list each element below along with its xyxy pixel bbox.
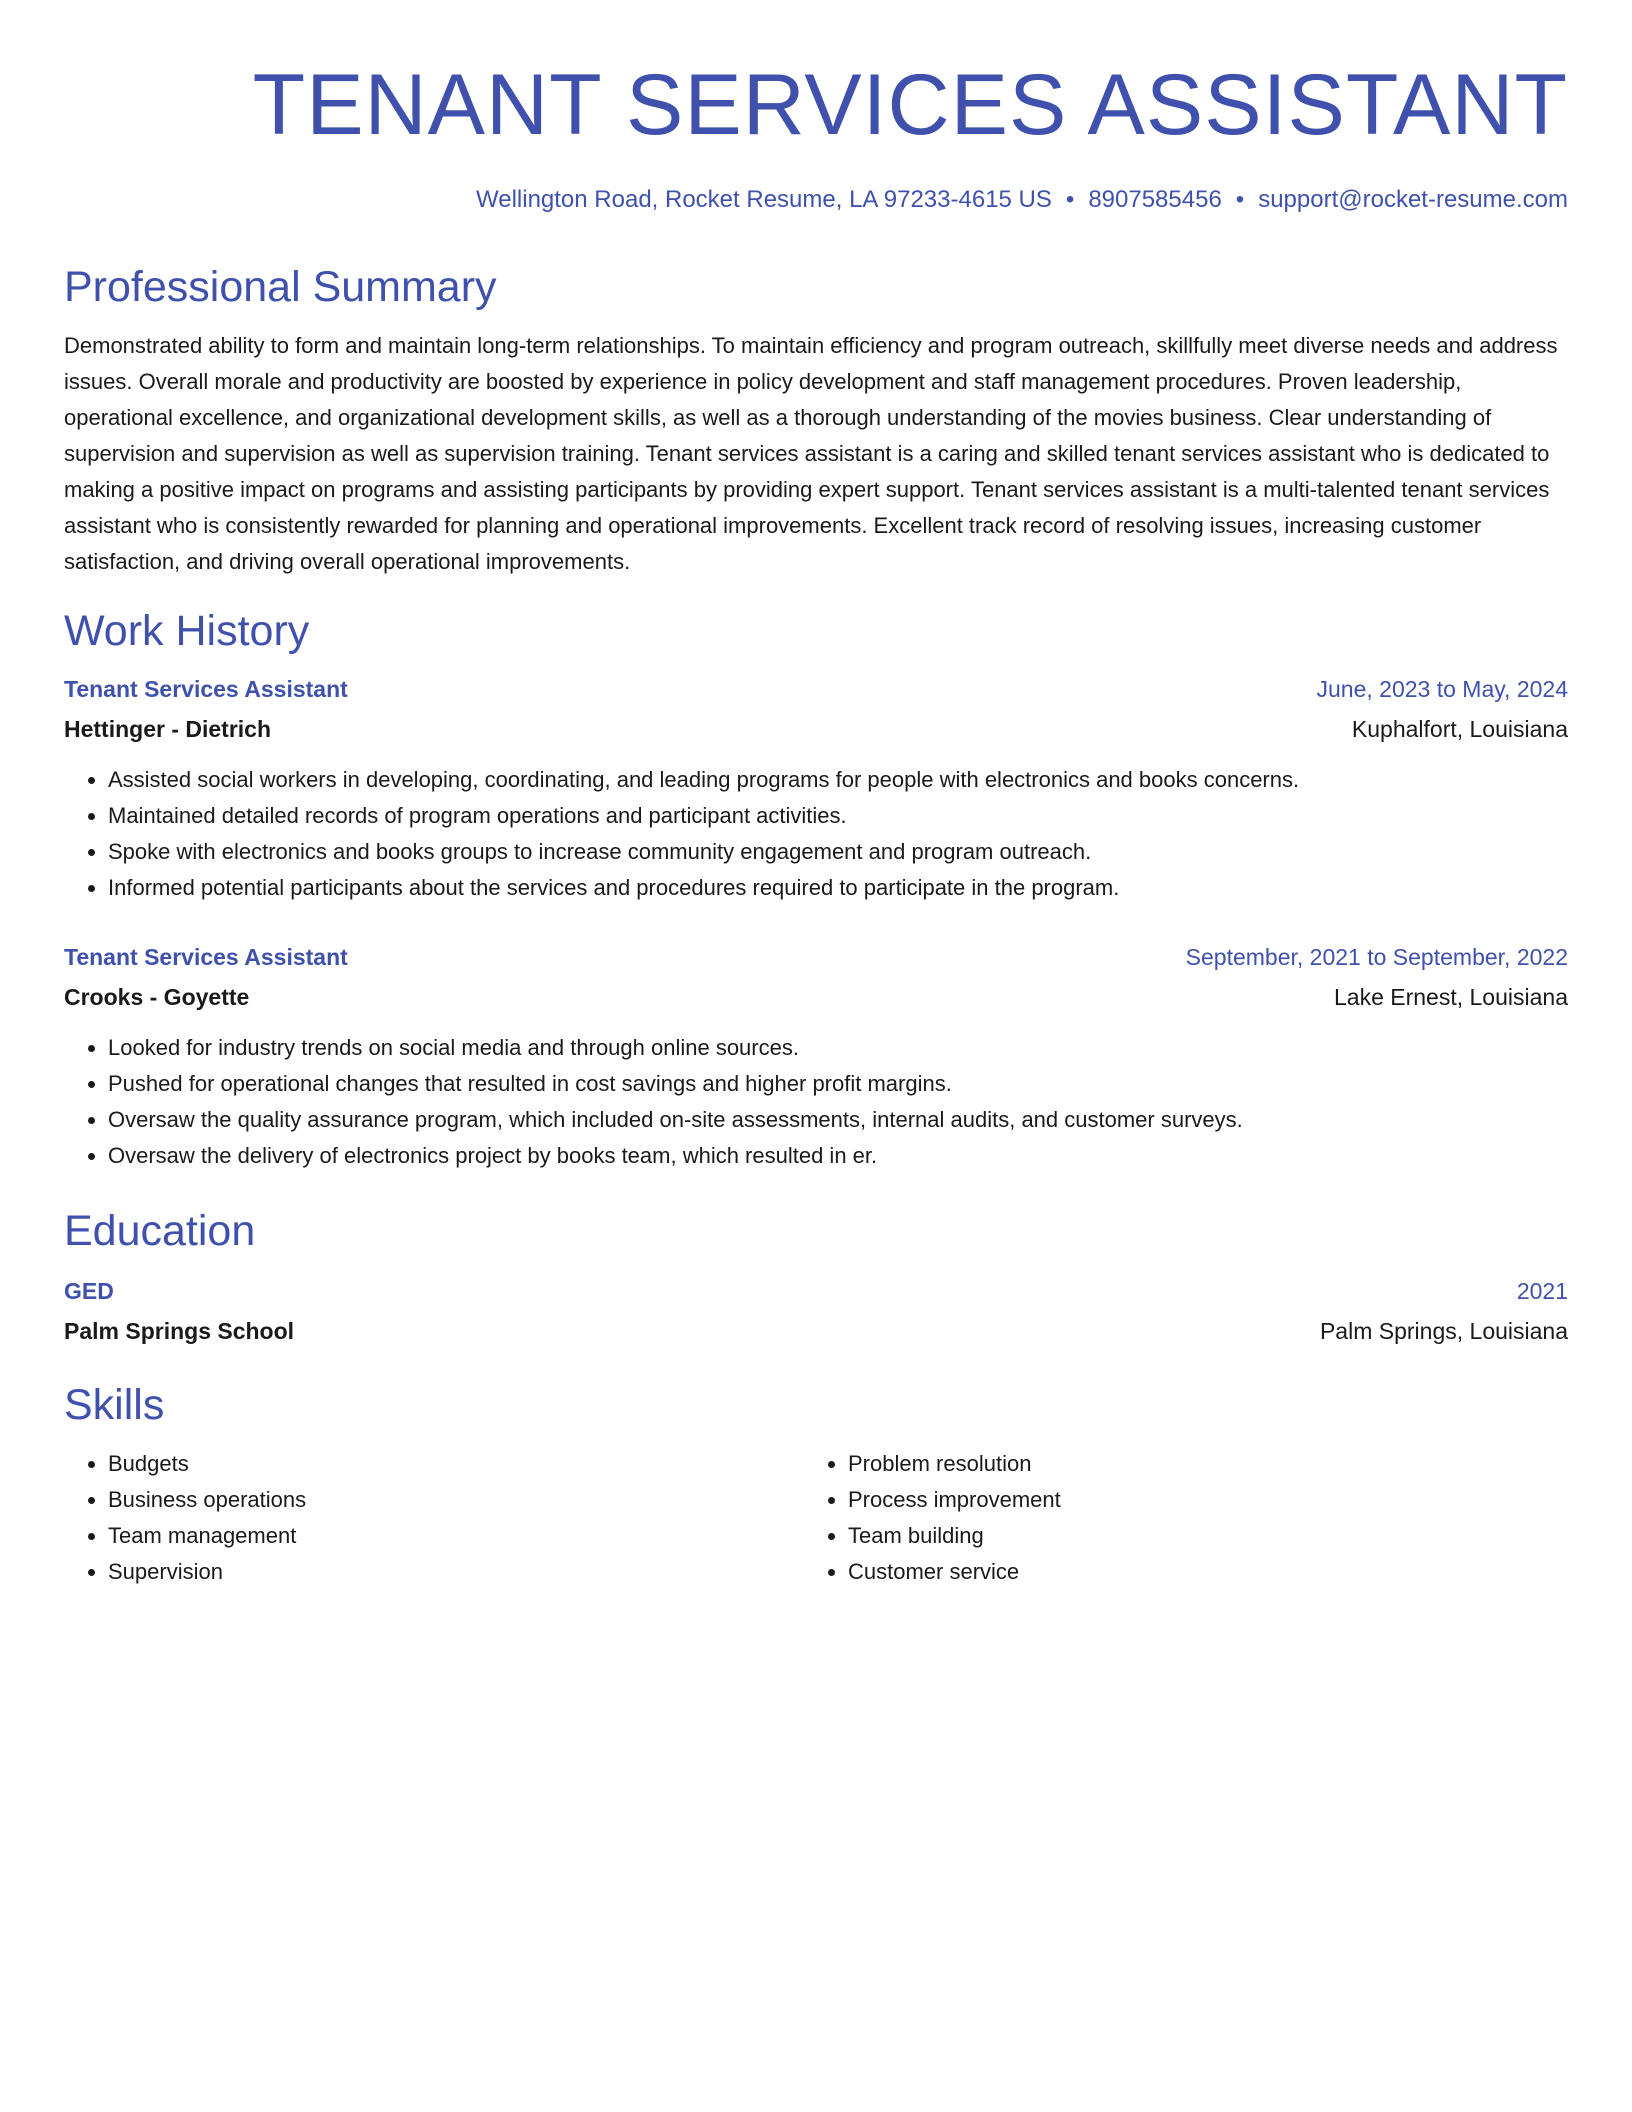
contact-separator: • [1065, 186, 1075, 213]
job-bullet: • Assisted social workers in developing, coordinating, and leading programs for people with electronics and books concerns. [108, 762, 1568, 798]
job-bullet: • Looked for industry trends on social media and through online sources. [108, 1030, 1568, 1066]
job-location: Lake Ernest, Louisiana [1334, 984, 1568, 1010]
job-dates: June, 2023 to May, 2024 [1316, 676, 1568, 702]
skills-heading: Skills [64, 1381, 165, 1429]
summary-heading: Professional Summary [64, 263, 497, 311]
job-company: Hettinger - Dietrich [64, 716, 272, 742]
work-history-heading: Work History [64, 607, 310, 655]
contact-address: Wellington Road, Rocket Resume, LA 97233-4615 US [476, 186, 1052, 213]
skills-column-left [64, 1446, 804, 1590]
education-school: Palm Springs School [64, 1318, 295, 1344]
job-location: Kuphalfort, Louisiana [1351, 716, 1568, 742]
job-title: Tenant Services Assistant [64, 676, 348, 702]
education-location: Palm Springs, Louisiana [1319, 1318, 1568, 1344]
job-bullet: • Pushed for operational changes that resulted in cost savings and higher profit margins. [108, 1066, 1568, 1102]
job-company: Crooks - Goyette [64, 984, 250, 1010]
job-bullet: • Oversaw the quality assurance program, which included on-site assessments, internal audits, and customer surveys. [108, 1102, 1568, 1138]
job-title: Tenant Services Assistant [64, 944, 348, 970]
education-degree: GED [64, 1278, 114, 1304]
job-header-row [64, 940, 1568, 974]
skill-item: • Budgets [108, 1446, 804, 1482]
contact-separator: • [1235, 186, 1245, 213]
skills-column-right [804, 1446, 1544, 1590]
contact-line [64, 184, 1568, 216]
summary-text: Demonstrated ability to form and maintain long-term relationships. To maintain efficiency and program outreach, skillfully meet diverse needs and address issues. Overall morale and productivity are boosted by experience in policy development and staff management procedures. Proven leadership, operational excellence, and organizational development skills, as well as a thorough understanding of the movies business. Clear understanding of supervision and supervision as well as supervision training. Tenant services assistant is a caring and skilled tenant services assistant who is dedicated to making a positive impact on programs and assisting participants by providing expert support. Tenant services assistant is a multi-talented tenant services assistant who is consistently rewarded for planning and operational improvements. Excellent track record of resolving issues, increasing customer satisfaction, and driving overall operational improvements. [64, 333, 1558, 574]
resume-name: TENANT SERVICES ASSISTANT [252, 57, 1568, 153]
skill-item: • Team management [108, 1518, 804, 1554]
job-entry [64, 672, 1568, 906]
job-header-row [64, 672, 1568, 706]
skill-item: • Business operations [108, 1482, 804, 1518]
job-bullets [64, 1030, 1568, 1174]
job-bullet: • Informed potential participants about the services and procedures required to participate in the program. [108, 870, 1568, 906]
job-company-row [64, 706, 1568, 746]
job-dates: September, 2021 to September, 2022 [1185, 944, 1568, 970]
job-bullets [64, 762, 1568, 906]
skill-item: • Problem resolution [848, 1446, 1544, 1482]
education-year: 2021 [1516, 1278, 1568, 1304]
education-school-row [64, 1308, 1568, 1348]
skill-item: • Team building [848, 1518, 1544, 1554]
contact-email[interactable]: support@rocket-resume.com [1258, 186, 1568, 213]
skills-grid [64, 1446, 1568, 1590]
skill-item: • Process improvement [848, 1482, 1544, 1518]
job-bullet: • Spoke with electronics and books groups to increase community engagement and program outreach. [108, 834, 1568, 870]
job-company-row [64, 974, 1568, 1014]
job-entry [64, 940, 1568, 1174]
skill-item: • Supervision [108, 1554, 804, 1590]
job-bullet: • Oversaw the delivery of electronics project by books team, which resulted in er. [108, 1138, 1568, 1174]
contact-phone: 8907585456 [1088, 186, 1222, 213]
skill-item: • Customer service [848, 1554, 1544, 1590]
education-header-row [64, 1274, 1568, 1308]
education-entry [64, 1274, 1568, 1348]
job-bullet: • Maintained detailed records of program operations and participant activities. [108, 798, 1568, 834]
education-heading: Education [64, 1207, 256, 1255]
